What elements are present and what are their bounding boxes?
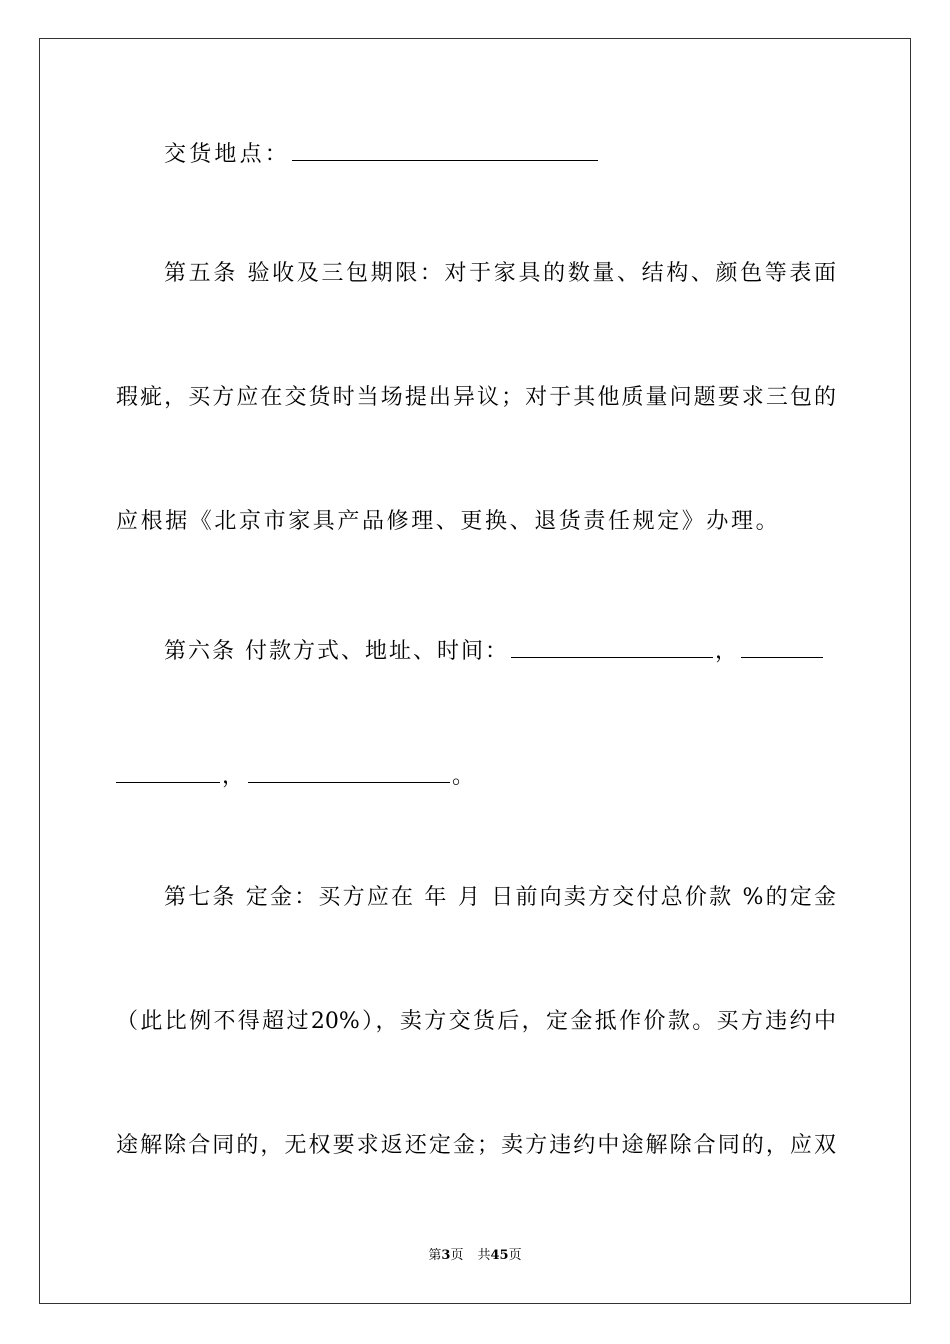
page-prefix: 第 [428,1248,442,1263]
article7-line3: 途解除合同的，无权要求返还定金；卖方违约中途解除合同的，应双 [116,1133,836,1158]
article7-line2: （此比例不得超过20%），卖方交货后，定金抵作价款。买方违约中 [116,1009,836,1034]
article5-line2: 瑕疵，买方应在交货时当场提出异议；对于其他质量问题要求三包的 [116,385,836,410]
page-number: 3 [441,1248,451,1263]
article6-separator-1: ， [715,639,740,664]
delivery-location-label: 交货地点： [164,142,291,167]
total-pages: 45 [490,1248,509,1263]
page-suffix: 页 [450,1248,464,1263]
article6-separator-2: ， [222,764,247,789]
article6-line1 [164,635,884,667]
payment-address-blank-part1 [741,635,823,658]
payment-address-blank-part2 [116,760,220,783]
payment-time-blank [248,760,450,783]
article6-line2 [116,760,836,792]
article6-end: 。 [452,764,477,789]
total-prefix: 共 [477,1248,491,1263]
article5-line1: 第五条 验收及三包期限：对于家具的数量、结构、颜色等表面 [164,261,836,286]
article6-label: 第六条 付款方式、地址、时间： [164,639,509,664]
article7-line1: 第七条 定金：买方应在 年 月 日前向卖方交付总价款 %的定金 [164,885,836,910]
total-suffix: 页 [508,1248,522,1263]
payment-method-blank [511,635,713,658]
delivery-location-blank [292,138,598,161]
page-footer [0,1247,950,1265]
article5-line3: 应根据《北京市家具产品修理、更换、退货责任规定》办理。 [116,509,781,534]
delivery-location-line [164,138,884,170]
page-frame [39,38,911,1304]
